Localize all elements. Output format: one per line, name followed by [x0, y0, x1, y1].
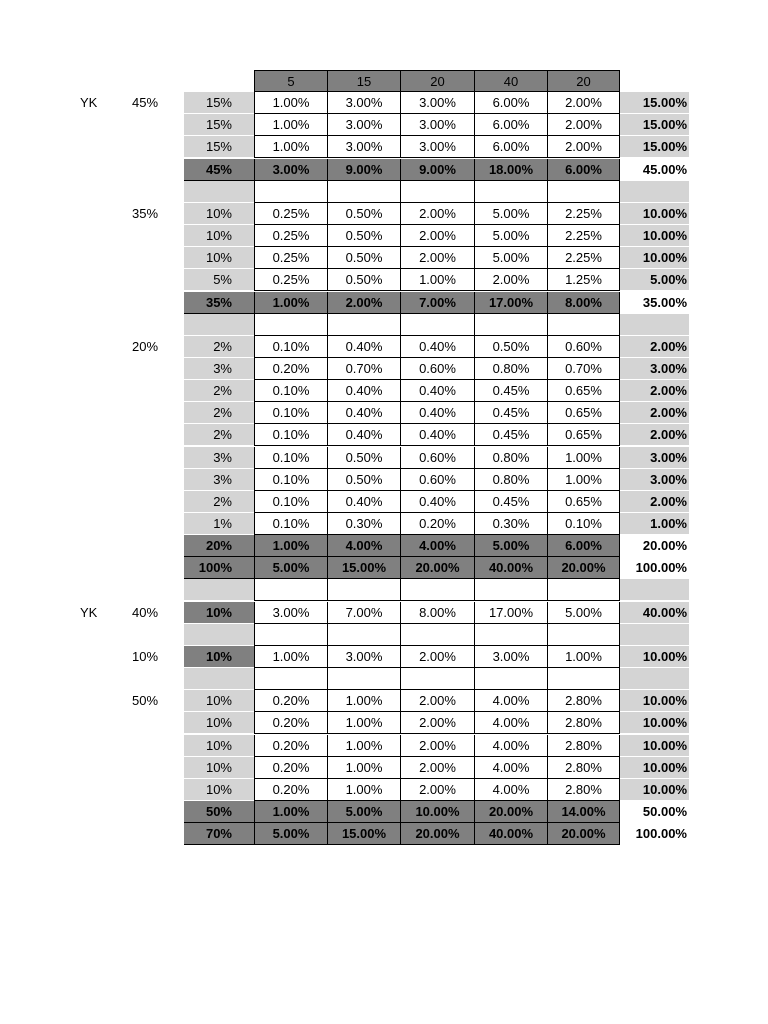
weight-cell[interactable]: 15%: [184, 136, 254, 158]
header-total-blank: [620, 70, 689, 92]
weight-cell[interactable]: 3%: [184, 469, 254, 491]
value-cell[interactable]: [254, 314, 327, 336]
value-cell[interactable]: 2.00%: [327, 292, 400, 314]
value-cell[interactable]: 0.60%: [547, 336, 620, 358]
table-row: [0, 92, 768, 114]
value-cell[interactable]: 5.00%: [474, 247, 547, 269]
value-cell[interactable]: 0.40%: [400, 402, 474, 424]
value-cell[interactable]: 0.80%: [474, 358, 547, 380]
table-row: [0, 358, 768, 380]
value-cell[interactable]: [474, 579, 547, 601]
column-header[interactable]: 20: [400, 70, 474, 92]
value-cell[interactable]: 2.00%: [400, 247, 474, 269]
blank-row: [0, 624, 768, 646]
value-cell[interactable]: 1.00%: [327, 690, 400, 712]
value-cell[interactable]: 0.70%: [327, 358, 400, 380]
table-row: [0, 336, 768, 358]
value-cell[interactable]: 3.00%: [327, 646, 400, 668]
value-cell[interactable]: 8.00%: [547, 292, 620, 314]
value-cell[interactable]: 6.00%: [474, 92, 547, 114]
value-cell[interactable]: 15.00%: [327, 823, 400, 845]
weight-cell[interactable]: 45%: [184, 159, 254, 181]
weight-cell[interactable]: 10%: [184, 690, 254, 712]
value-cell[interactable]: 1.00%: [400, 269, 474, 291]
value-cell[interactable]: 0.10%: [254, 380, 327, 402]
value-cell[interactable]: 0.25%: [254, 225, 327, 247]
value-cell[interactable]: 0.30%: [327, 513, 400, 535]
value-cell[interactable]: 4.00%: [400, 535, 474, 557]
row-total-cell[interactable]: 10.00%: [620, 779, 689, 801]
weight-cell[interactable]: 15%: [184, 114, 254, 136]
value-cell[interactable]: 0.20%: [254, 757, 327, 779]
value-cell[interactable]: 1.00%: [254, 801, 327, 823]
table-row: [0, 712, 768, 734]
value-cell[interactable]: 0.20%: [254, 690, 327, 712]
value-cell[interactable]: 17.00%: [474, 602, 547, 624]
value-cell[interactable]: 1.00%: [254, 136, 327, 158]
value-cell[interactable]: 2.80%: [547, 712, 620, 734]
header-blank-cell: [184, 70, 254, 92]
table-row: [0, 402, 768, 424]
row-total-cell[interactable]: 10.00%: [620, 646, 689, 668]
row-total-cell[interactable]: 2.00%: [620, 402, 689, 424]
row-total-cell[interactable]: [620, 314, 689, 336]
value-cell[interactable]: 0.45%: [474, 491, 547, 513]
row-total-cell[interactable]: 3.00%: [620, 447, 689, 469]
value-cell[interactable]: [474, 624, 547, 646]
value-cell[interactable]: 3.00%: [327, 92, 400, 114]
value-cell[interactable]: 2.25%: [547, 247, 620, 269]
value-cell[interactable]: 0.40%: [327, 336, 400, 358]
value-cell[interactable]: 0.60%: [400, 358, 474, 380]
weight-cell[interactable]: 100%: [184, 557, 254, 579]
value-cell[interactable]: 2.00%: [547, 136, 620, 158]
value-cell[interactable]: 0.45%: [474, 380, 547, 402]
value-cell[interactable]: 7.00%: [400, 292, 474, 314]
table-row: [0, 136, 768, 158]
value-cell[interactable]: 1.00%: [254, 92, 327, 114]
value-cell[interactable]: 4.00%: [327, 535, 400, 557]
value-cell[interactable]: 2.00%: [400, 646, 474, 668]
value-cell[interactable]: 14.00%: [547, 801, 620, 823]
value-cell[interactable]: 1.00%: [254, 292, 327, 314]
weight-cell[interactable]: [184, 668, 254, 690]
weight-cell[interactable]: 10%: [184, 735, 254, 757]
row-total-cell[interactable]: 100.00%: [620, 823, 689, 845]
value-cell[interactable]: 0.50%: [327, 269, 400, 291]
subtotal-row: [0, 159, 768, 181]
value-cell[interactable]: 9.00%: [327, 159, 400, 181]
weight-cell[interactable]: 10%: [184, 225, 254, 247]
value-cell[interactable]: 4.00%: [474, 690, 547, 712]
value-cell[interactable]: 5.00%: [254, 557, 327, 579]
value-cell[interactable]: 2.25%: [547, 225, 620, 247]
value-cell[interactable]: 0.65%: [547, 402, 620, 424]
value-cell[interactable]: [547, 579, 620, 601]
value-cell[interactable]: 1.00%: [327, 757, 400, 779]
value-cell[interactable]: 0.10%: [254, 424, 327, 446]
weight-cell[interactable]: 10%: [184, 203, 254, 225]
value-cell[interactable]: 0.50%: [327, 203, 400, 225]
value-cell[interactable]: 20.00%: [474, 801, 547, 823]
value-cell[interactable]: 0.45%: [474, 424, 547, 446]
table-row: [0, 424, 768, 446]
value-cell[interactable]: 0.10%: [254, 513, 327, 535]
row-total-cell[interactable]: 10.00%: [620, 690, 689, 712]
value-cell[interactable]: 20.00%: [400, 557, 474, 579]
row-total-cell[interactable]: [620, 668, 689, 690]
weight-cell[interactable]: 35%: [184, 292, 254, 314]
row-total-cell[interactable]: 20.00%: [620, 535, 689, 557]
value-cell[interactable]: 0.25%: [254, 247, 327, 269]
value-cell[interactable]: [254, 181, 327, 203]
value-cell[interactable]: 5.00%: [547, 602, 620, 624]
weight-cell[interactable]: 10%: [184, 602, 254, 624]
value-cell[interactable]: 0.10%: [254, 469, 327, 491]
value-cell[interactable]: 1.00%: [327, 735, 400, 757]
value-cell[interactable]: 1.00%: [327, 779, 400, 801]
value-cell[interactable]: 40.00%: [474, 823, 547, 845]
table-row: [0, 203, 768, 225]
table-row: [0, 269, 768, 291]
value-cell[interactable]: 4.00%: [474, 735, 547, 757]
table-row: [0, 380, 768, 402]
value-cell[interactable]: 0.20%: [254, 358, 327, 380]
row-total-cell[interactable]: 50.00%: [620, 801, 689, 823]
value-cell[interactable]: 0.65%: [547, 424, 620, 446]
value-cell[interactable]: 6.00%: [474, 114, 547, 136]
value-cell[interactable]: 18.00%: [474, 159, 547, 181]
value-cell[interactable]: 0.20%: [254, 735, 327, 757]
value-cell[interactable]: 20.00%: [400, 823, 474, 845]
value-cell[interactable]: [400, 624, 474, 646]
value-cell[interactable]: 2.80%: [547, 735, 620, 757]
table-row: [0, 646, 768, 668]
value-cell[interactable]: 3.00%: [254, 602, 327, 624]
value-cell[interactable]: 15.00%: [327, 557, 400, 579]
value-cell[interactable]: 3.00%: [327, 114, 400, 136]
weight-cell[interactable]: [184, 314, 254, 336]
value-cell[interactable]: 3.00%: [327, 136, 400, 158]
table-row: [0, 513, 768, 535]
value-cell[interactable]: 0.40%: [400, 424, 474, 446]
weight-cell[interactable]: [184, 181, 254, 203]
value-cell[interactable]: [547, 624, 620, 646]
row-total-cell[interactable]: 5.00%: [620, 269, 689, 291]
weight-cell[interactable]: 2%: [184, 402, 254, 424]
subtotal-row: [0, 535, 768, 557]
row-total-cell[interactable]: 15.00%: [620, 136, 689, 158]
header-row: [0, 70, 768, 92]
value-cell[interactable]: [400, 579, 474, 601]
weight-cell[interactable]: 10%: [184, 712, 254, 734]
value-cell[interactable]: 7.00%: [327, 602, 400, 624]
value-cell[interactable]: 2.00%: [400, 225, 474, 247]
value-cell[interactable]: [547, 314, 620, 336]
value-cell[interactable]: 0.10%: [254, 447, 327, 469]
value-cell[interactable]: 8.00%: [400, 602, 474, 624]
value-cell[interactable]: 0.70%: [547, 358, 620, 380]
value-cell[interactable]: 1.00%: [254, 114, 327, 136]
value-cell[interactable]: 0.20%: [254, 779, 327, 801]
table-row: [0, 779, 768, 801]
row-total-cell[interactable]: 15.00%: [620, 92, 689, 114]
value-cell[interactable]: 4.00%: [474, 712, 547, 734]
value-cell[interactable]: 2.80%: [547, 779, 620, 801]
value-cell[interactable]: 0.80%: [474, 469, 547, 491]
table-row: [0, 735, 768, 757]
value-cell[interactable]: 0.40%: [327, 424, 400, 446]
value-cell[interactable]: 5.00%: [254, 823, 327, 845]
weight-cell[interactable]: 10%: [184, 646, 254, 668]
value-cell[interactable]: 1.00%: [547, 646, 620, 668]
value-cell[interactable]: 2.00%: [400, 203, 474, 225]
value-cell[interactable]: 0.40%: [400, 336, 474, 358]
row-total-cell[interactable]: 2.00%: [620, 380, 689, 402]
row-total-cell[interactable]: 10.00%: [620, 735, 689, 757]
table-row: [0, 247, 768, 269]
group-percent: 35%: [132, 205, 159, 221]
weight-cell[interactable]: 10%: [184, 757, 254, 779]
value-cell[interactable]: 0.40%: [327, 491, 400, 513]
weight-cell[interactable]: 10%: [184, 247, 254, 269]
value-cell[interactable]: 5.00%: [474, 225, 547, 247]
value-cell[interactable]: [400, 314, 474, 336]
table-row: [0, 602, 768, 624]
row-total-cell[interactable]: 100.00%: [620, 557, 689, 579]
weight-cell[interactable]: 2%: [184, 336, 254, 358]
value-cell[interactable]: [327, 314, 400, 336]
row-total-cell[interactable]: 10.00%: [620, 712, 689, 734]
row-label: YK: [80, 604, 98, 620]
value-cell[interactable]: 5.00%: [474, 535, 547, 557]
value-cell[interactable]: 0.45%: [474, 402, 547, 424]
value-cell[interactable]: [547, 668, 620, 690]
value-cell[interactable]: 0.50%: [474, 336, 547, 358]
weight-cell[interactable]: 5%: [184, 269, 254, 291]
row-label: YK: [80, 95, 98, 111]
value-cell[interactable]: 1.00%: [547, 469, 620, 491]
value-cell[interactable]: 2.00%: [547, 92, 620, 114]
row-total-cell[interactable]: 3.00%: [620, 358, 689, 380]
value-cell[interactable]: 3.00%: [400, 92, 474, 114]
value-cell[interactable]: [474, 314, 547, 336]
blank-row: [0, 579, 768, 601]
value-cell[interactable]: 0.65%: [547, 380, 620, 402]
weight-cell[interactable]: 2%: [184, 424, 254, 446]
row-total-cell[interactable]: 10.00%: [620, 247, 689, 269]
row-total-cell[interactable]: 35.00%: [620, 292, 689, 314]
blank-row: [0, 314, 768, 336]
group-percent: 50%: [132, 693, 159, 709]
row-total-cell[interactable]: 15.00%: [620, 114, 689, 136]
row-total-cell[interactable]: 2.00%: [620, 491, 689, 513]
table-row: [0, 757, 768, 779]
value-cell[interactable]: 3.00%: [254, 159, 327, 181]
value-cell[interactable]: 0.25%: [254, 269, 327, 291]
row-total-cell[interactable]: 1.00%: [620, 513, 689, 535]
group-percent: 40%: [132, 604, 159, 620]
value-cell[interactable]: 2.25%: [547, 203, 620, 225]
column-header[interactable]: 20: [547, 70, 620, 92]
subtotal-row: [0, 557, 768, 579]
value-cell[interactable]: 2.80%: [547, 690, 620, 712]
value-cell[interactable]: 2.80%: [547, 757, 620, 779]
row-total-cell[interactable]: 2.00%: [620, 336, 689, 358]
table-row: [0, 491, 768, 513]
value-cell[interactable]: 5.00%: [327, 801, 400, 823]
value-cell[interactable]: 0.60%: [400, 447, 474, 469]
value-cell[interactable]: 40.00%: [474, 557, 547, 579]
value-cell[interactable]: [254, 668, 327, 690]
group-percent: 45%: [132, 95, 159, 111]
value-cell[interactable]: [327, 579, 400, 601]
value-cell[interactable]: [327, 624, 400, 646]
row-total-cell[interactable]: [620, 181, 689, 203]
value-cell[interactable]: [254, 624, 327, 646]
value-cell[interactable]: 0.25%: [254, 203, 327, 225]
weight-cell[interactable]: 1%: [184, 513, 254, 535]
value-cell[interactable]: [547, 181, 620, 203]
value-cell[interactable]: 2.00%: [400, 757, 474, 779]
value-cell[interactable]: 0.40%: [327, 380, 400, 402]
value-cell[interactable]: [254, 579, 327, 601]
row-total-cell[interactable]: 40.00%: [620, 602, 689, 624]
value-cell[interactable]: 2.00%: [474, 269, 547, 291]
value-cell[interactable]: 3.00%: [474, 646, 547, 668]
row-total-cell[interactable]: 10.00%: [620, 225, 689, 247]
weight-cell[interactable]: 70%: [184, 823, 254, 845]
value-cell[interactable]: [327, 181, 400, 203]
weight-cell[interactable]: [184, 579, 254, 601]
column-header[interactable]: 15: [327, 70, 400, 92]
value-cell[interactable]: 1.00%: [547, 447, 620, 469]
blank-row: [0, 668, 768, 690]
value-cell[interactable]: 0.40%: [400, 491, 474, 513]
value-cell[interactable]: 0.10%: [254, 336, 327, 358]
value-cell[interactable]: [327, 668, 400, 690]
group-percent: 10%: [132, 648, 159, 664]
row-total-cell[interactable]: [620, 624, 689, 646]
table-row: [0, 469, 768, 491]
row-total-cell[interactable]: 3.00%: [620, 469, 689, 491]
value-cell[interactable]: 0.65%: [547, 491, 620, 513]
weight-cell[interactable]: 50%: [184, 801, 254, 823]
value-cell[interactable]: 1.00%: [327, 712, 400, 734]
value-cell[interactable]: 0.60%: [400, 469, 474, 491]
weight-cell[interactable]: 2%: [184, 491, 254, 513]
weight-cell[interactable]: 10%: [184, 779, 254, 801]
value-cell[interactable]: 10.00%: [400, 801, 474, 823]
table-row: [0, 447, 768, 469]
value-cell[interactable]: 0.50%: [327, 469, 400, 491]
weight-cell[interactable]: [184, 624, 254, 646]
value-cell[interactable]: 2.00%: [547, 114, 620, 136]
weight-cell[interactable]: 20%: [184, 535, 254, 557]
column-header[interactable]: 40: [474, 70, 547, 92]
value-cell[interactable]: [400, 181, 474, 203]
weight-cell[interactable]: 2%: [184, 380, 254, 402]
row-total-cell[interactable]: 10.00%: [620, 757, 689, 779]
value-cell[interactable]: 0.10%: [547, 513, 620, 535]
value-cell[interactable]: 20.00%: [547, 557, 620, 579]
table-row: [0, 114, 768, 136]
value-cell[interactable]: 6.00%: [547, 159, 620, 181]
value-cell[interactable]: 1.00%: [254, 646, 327, 668]
table-row: [0, 225, 768, 247]
subtotal-row: [0, 801, 768, 823]
weight-cell[interactable]: 3%: [184, 358, 254, 380]
row-total-cell[interactable]: 2.00%: [620, 424, 689, 446]
value-cell[interactable]: 6.00%: [474, 136, 547, 158]
value-cell[interactable]: 0.50%: [327, 447, 400, 469]
value-cell[interactable]: 0.50%: [327, 247, 400, 269]
value-cell[interactable]: 2.00%: [400, 735, 474, 757]
subtotal-row: [0, 292, 768, 314]
value-cell[interactable]: 2.00%: [400, 779, 474, 801]
value-cell[interactable]: 4.00%: [474, 779, 547, 801]
value-cell[interactable]: 0.20%: [400, 513, 474, 535]
value-cell[interactable]: 4.00%: [474, 757, 547, 779]
value-cell[interactable]: 5.00%: [474, 203, 547, 225]
weight-cell[interactable]: 15%: [184, 92, 254, 114]
value-cell[interactable]: 0.20%: [254, 712, 327, 734]
row-total-cell[interactable]: 45.00%: [620, 159, 689, 181]
blank-row: [0, 181, 768, 203]
value-cell[interactable]: 3.00%: [400, 114, 474, 136]
value-cell[interactable]: 3.00%: [400, 136, 474, 158]
value-cell[interactable]: 1.25%: [547, 269, 620, 291]
value-cell[interactable]: 9.00%: [400, 159, 474, 181]
value-cell[interactable]: 1.00%: [254, 535, 327, 557]
value-cell[interactable]: 17.00%: [474, 292, 547, 314]
subtotal-row: [0, 823, 768, 845]
value-cell[interactable]: 0.30%: [474, 513, 547, 535]
value-cell[interactable]: 2.00%: [400, 712, 474, 734]
value-cell[interactable]: 0.50%: [327, 225, 400, 247]
value-cell[interactable]: 0.10%: [254, 402, 327, 424]
group-percent: 20%: [132, 338, 159, 354]
value-cell[interactable]: 0.40%: [400, 380, 474, 402]
value-cell[interactable]: 0.40%: [327, 402, 400, 424]
value-cell[interactable]: 2.00%: [400, 690, 474, 712]
value-cell[interactable]: 6.00%: [547, 535, 620, 557]
column-header[interactable]: 5: [254, 70, 327, 92]
row-total-cell[interactable]: 10.00%: [620, 203, 689, 225]
value-cell[interactable]: 0.80%: [474, 447, 547, 469]
weight-cell[interactable]: 3%: [184, 447, 254, 469]
value-cell[interactable]: [474, 668, 547, 690]
value-cell[interactable]: [400, 668, 474, 690]
value-cell[interactable]: 0.10%: [254, 491, 327, 513]
table-row: [0, 690, 768, 712]
row-total-cell[interactable]: [620, 579, 689, 601]
value-cell[interactable]: 20.00%: [547, 823, 620, 845]
value-cell[interactable]: [474, 181, 547, 203]
